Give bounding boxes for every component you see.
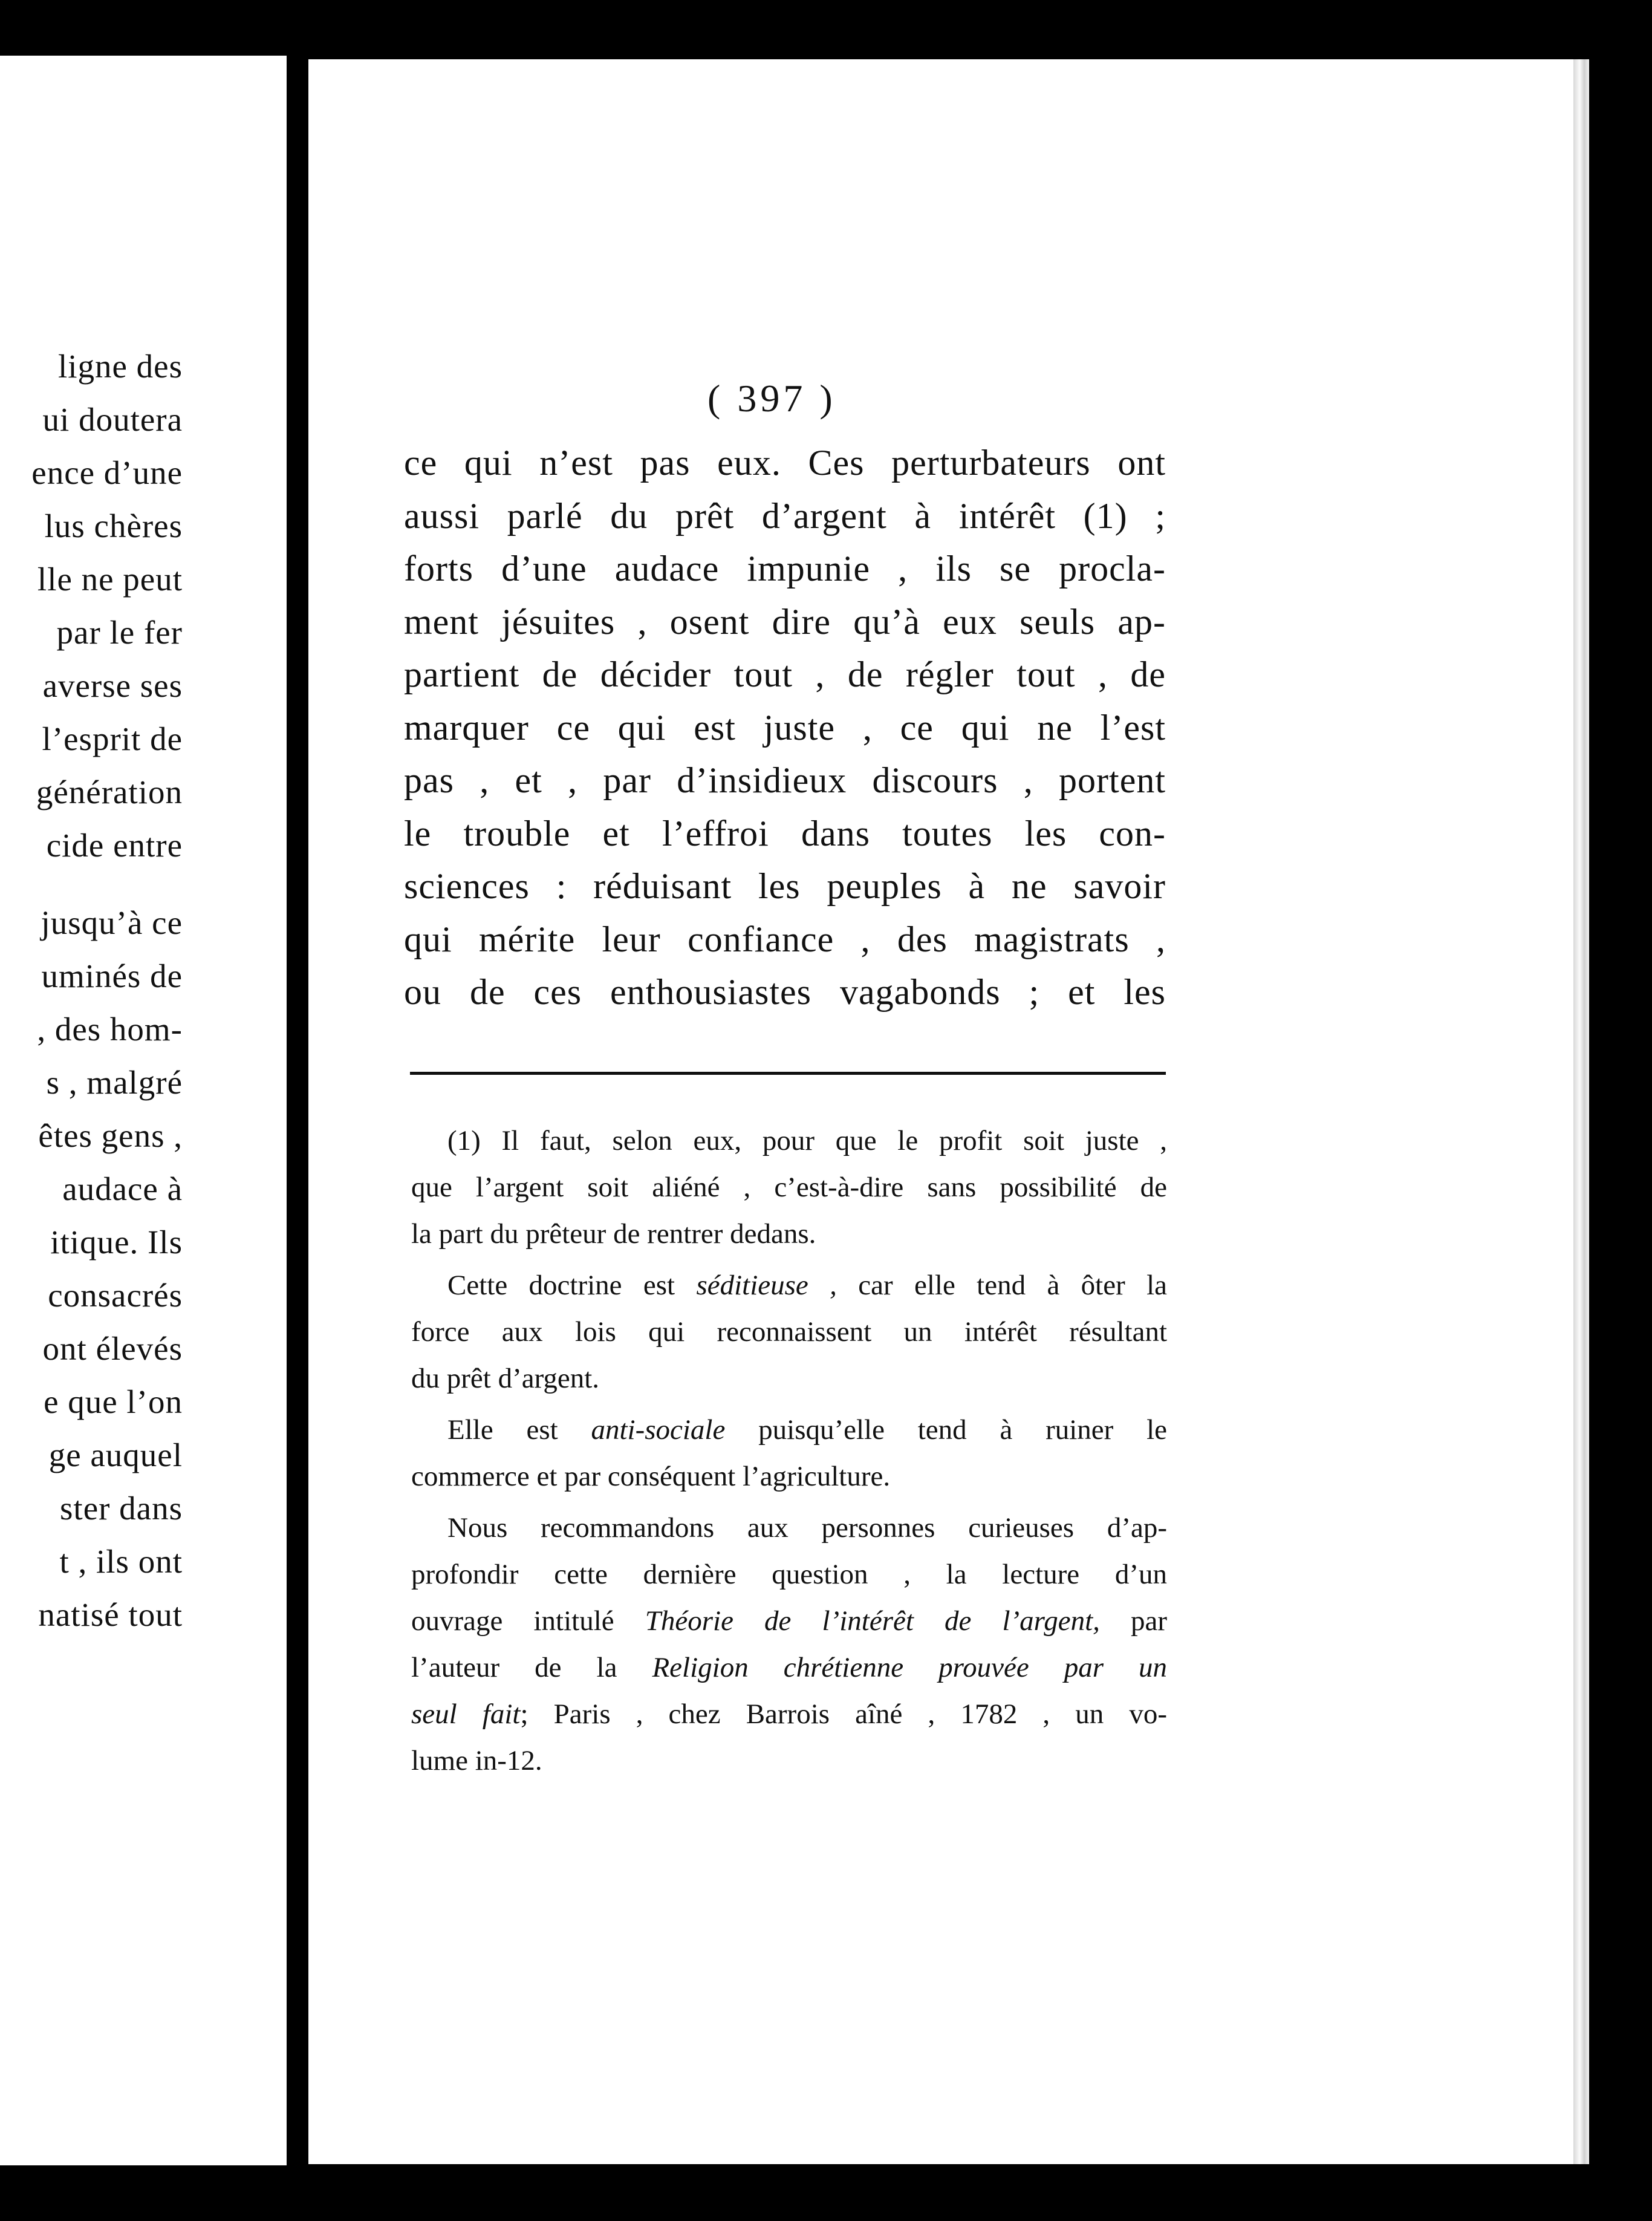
left-line: , des hom- [37,1011,183,1048]
left-line: uminés de [41,957,183,994]
body-line: qui mérite leur confiance , des magistrats , [404,919,1166,959]
body-line: forts d’une audace impunie , ils se procla- [404,549,1166,589]
left-page-text [31,340,183,1642]
footnote [411,1118,1167,1784]
footnote-text: par [1131,1605,1168,1637]
footnote-text: l’auteur de la [411,1652,617,1683]
left-line: jusqu’à ce [41,904,183,941]
left-line: lle ne peut [37,561,183,598]
left-line: par le fer [56,614,183,651]
left-line: ligne des [57,348,183,385]
footnote-line: (1) Il faut, selon eux, pour que le profit soit juste , [447,1125,1167,1156]
body-line: ou de ces enthousiastes vagabonds ; et les [404,972,1166,1012]
body-line: le trouble et l’effroi dans toutes les con- [404,813,1166,853]
left-line: lus chères [44,507,183,544]
left-line: l’esprit de [42,720,183,757]
left-line: ence d’une [31,454,183,491]
footnote-text: Cette doctrine est [447,1270,675,1301]
body-line: pas , et , par d’insidieux discours , portent [404,760,1166,800]
footnote-italic: séditieuse , [696,1270,837,1301]
left-line: e que l’on [44,1383,183,1420]
left-line: ster dans [60,1490,183,1527]
footnote-line [411,1407,1167,1453]
footnote-line: lume in-12. [411,1745,542,1776]
left-line: êtes gens , [38,1117,183,1154]
page-number: ( 397 ) [707,377,836,420]
body-line: sciences : réduisant les peuples à ne savoir [404,866,1166,906]
footnote-line [411,1598,1167,1645]
body-line: partient de décider tout , de régler tout , de [404,654,1166,694]
page-edge [1573,59,1589,2164]
footnote-text: ouvrage intitulé [411,1605,614,1637]
left-line: cide entre [46,827,183,864]
footnote-paragraph-3 [411,1407,1167,1500]
footnote-line [411,1262,1167,1309]
footnote-text: ; Paris , chez Barrois aîné , 1782 , un vo- [520,1698,1167,1730]
body-line: marquer ce qui est juste , ce qui ne l’est [404,707,1166,748]
left-line: consacrés [48,1277,183,1314]
footnote-italic: Théorie de l’intérêt de l’argent, [645,1605,1100,1637]
footnote-line: force aux lois qui reconnaissent un intérêt résultant [411,1316,1167,1348]
footnote-line [411,1645,1167,1691]
right-page [308,59,1573,2164]
footnote-text: Elle est [447,1414,558,1446]
body-text [404,437,1166,1019]
left-line: ge auquel [48,1437,183,1473]
footnote-paragraph-2 [411,1262,1167,1402]
footnote-text: car elle tend à ôter la [858,1270,1168,1301]
footnote-line: profondir cette dernière question , la lecture d’un [411,1559,1167,1590]
body-line: aussi parlé du prêt d’argent à intérêt (1) ; [404,495,1166,536]
footnote-line: la part du prêteur de rentrer dedans. [411,1218,816,1250]
footnote-line: commerce et par conséquent l’agriculture. [411,1461,891,1492]
footnote-line: Nous recommandons aux personnes curieuses d’ap- [447,1512,1167,1544]
left-line: averse ses [42,667,183,704]
footnote-line: que l’argent soit aliéné , c’est-à-dire sans possibilité de [411,1172,1167,1203]
body-line: ment jésuites , osent dire qu’à eux seuls ap- [404,601,1166,642]
left-line: ont élevés [42,1330,183,1367]
left-line: audace à [62,1170,183,1207]
footnote-line [411,1691,1167,1738]
footnote-italic: seul fait [411,1698,521,1730]
footnote-paragraph-4 [411,1505,1167,1784]
footnote-line: du prêt d’argent. [411,1363,600,1394]
left-page [0,56,287,2165]
left-line: ui doutera [42,401,183,438]
footnote-italic: anti-sociale [591,1414,726,1446]
footnote-italic: Religion chrétienne prouvée par un [652,1652,1168,1683]
left-line: s , malgré [46,1064,183,1101]
footnote-text: puisqu’elle tend à ruiner le [758,1414,1167,1446]
left-line: natisé tout [38,1596,183,1633]
footnote-paragraph-1 [411,1118,1167,1257]
left-line: itique. Ils [50,1224,183,1261]
left-line: t , ils ont [59,1543,183,1580]
left-line: génération [36,774,183,810]
body-line: ce qui n’est pas eux. Ces perturbateurs ont [404,443,1166,483]
footnote-rule [410,1072,1166,1075]
